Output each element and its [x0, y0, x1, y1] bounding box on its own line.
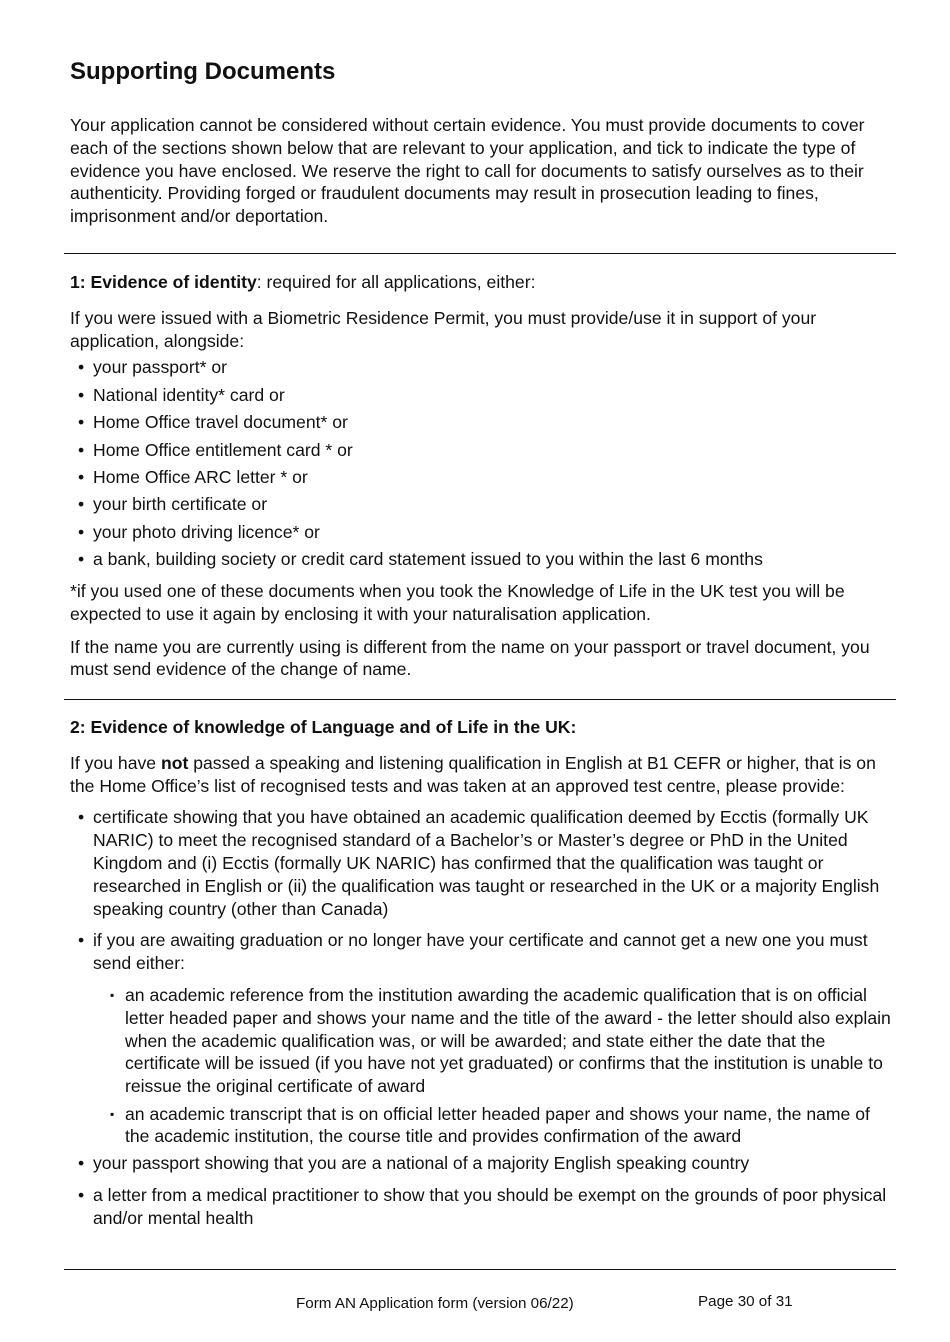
name-change-paragraph: If the name you are currently using is different from the name on your passport or travel document, you must send evidence of the change of name.: [70, 636, 870, 680]
language-intro-bold: not: [160, 752, 189, 773]
list-item-text: if you are awaiting graduation or no longer have your certificate and cannot get a new one you must send either:: [93, 930, 868, 974]
language-evidence-list: [70, 806, 896, 1229]
list-item: • your passport showing that you are a national of a majority English speaking country: [70, 1152, 896, 1175]
list-item: • National identity* card or: [70, 384, 896, 407]
list-item: • your photo driving licence* or: [70, 521, 896, 544]
identity-document-list: [70, 356, 896, 571]
section-divider: [64, 699, 896, 700]
footer-page-number: Page 30 of 31: [698, 1293, 793, 1310]
test-document-note: *if you used one of these documents when you took the Knowledge of Life in the UK test you will be expected to use it again by enclosing it with your naturalisation application.: [70, 580, 845, 624]
intro-paragraph: Your application cannot be considered without certain evidence. You must provide documents to cover each of the sections shown below that are relevant to your application, and tick to indicate the type of evidence you have enclosed. We reserve the right to call for documents to satisfy ourselves as to their authenticity. Providing forged or fraudulent documents may result in prosecution leading to fines, imprisonment and/or deportation.: [70, 115, 865, 227]
language-intro-pre: If you have: [70, 752, 161, 773]
section-identity-heading: [70, 271, 896, 294]
footer-divider: [64, 1269, 896, 1270]
page-title: Supporting Documents: [70, 58, 336, 85]
list-item: • a letter from a medical practitioner to show that you should be exempt on the grounds of poor physical and/or mental health: [70, 1184, 896, 1230]
awaiting-graduation-sublist: [70, 984, 896, 1148]
section-identity-heading-rest: : required for all applications, either:: [256, 272, 536, 292]
list-item: [70, 929, 896, 1148]
language-intro-post: passed a speaking and listening qualification in English at B1 CEFR or higher, that is on the Home Office’s list of recognised tests and was taken at an approved test centre, please provide:: [70, 752, 876, 796]
section-language-heading-bold: 2: Evidence of knowledge of Language and of Life in the UK:: [70, 717, 577, 737]
list-item: • Home Office travel document* or: [70, 411, 896, 434]
list-item: • Home Office ARC letter * or: [70, 466, 896, 489]
biometric-paragraph: If you were issued with a Biometric Residence Permit, you must provide/use it in support of your application, alongside:: [70, 307, 817, 351]
sub-list-item: ▪ an academic reference from the institution awarding the academic qualification that is on official letter headed paper and shows your name and the title of the award - the letter should also explain when the academic qualification was, or will be awarded; and state either the date that the certificate will be issued (if you have not yet graduated) or confirms that the institution is unable to reissue the original certificate of award: [70, 984, 896, 1098]
section-language-heading: [70, 716, 896, 739]
section-identity-heading-bold: 1: Evidence of identity: [70, 272, 257, 292]
list-item: • a bank, building society or credit card statement issued to you within the last 6 months: [70, 548, 896, 571]
section-language: [70, 716, 896, 1230]
sub-list-item: ▪ an academic transcript that is on official letter headed paper and shows your name, the name of the academic institution, the course title and provides confirmation of the award: [70, 1103, 896, 1149]
list-item: • your passport* or: [70, 356, 896, 379]
language-intro-paragraph: [70, 752, 896, 798]
section-identity: [70, 271, 896, 681]
list-item: • your birth certificate or: [70, 493, 896, 516]
list-item: • certificate showing that you have obtained an academic qualification deemed by Ecctis (formally UK NARIC) to meet the recognised standard of a Bachelor’s or Master’s degree or PhD in the United Kingdom and (i) Ecctis (formally UK NARIC) has confirmed that the qualification was taught or researched in English or (ii) the qualification was taught or researched in the UK or a majority English speaking country (other than Canada): [70, 806, 896, 920]
list-item: • Home Office entitlement card * or: [70, 439, 896, 462]
footer-form-name: Form AN Application form (version 06/22): [296, 1295, 574, 1312]
section-divider: [64, 253, 896, 254]
